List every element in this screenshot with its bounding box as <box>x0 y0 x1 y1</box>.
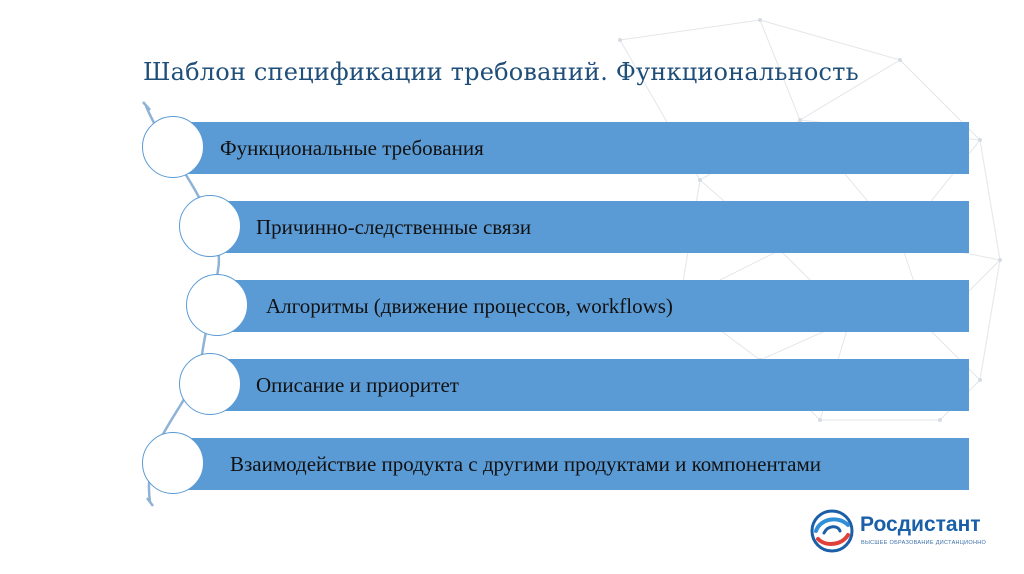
step-bar-2 <box>210 201 969 253</box>
step-circle-4 <box>179 353 241 415</box>
step-bar-3 <box>217 280 969 332</box>
step-label-5: Взаимодействие продукта с другими продуктами и компонентами <box>230 451 821 476</box>
step-bar-5 <box>172 438 969 490</box>
step-label-4: Описание и приоритет <box>256 372 459 397</box>
logo-tagline: ВЫСШЕЕ ОБРАЗОВАНИЕ ДИСТАНЦИОННО <box>861 540 987 546</box>
step-label-3: Алгоритмы (движение процессов, workflows) <box>266 293 673 318</box>
step-circle-2 <box>179 195 241 257</box>
step-circle-3 <box>186 274 248 336</box>
step-label-2: Причинно-следственные связи <box>256 214 532 239</box>
logo-name: Росдистант <box>860 513 981 536</box>
step-circle-1 <box>142 116 204 178</box>
step-bar-4 <box>210 359 969 411</box>
rosdistant-logo <box>808 505 998 561</box>
step-label-1: Функциональные требования <box>220 135 484 160</box>
step-bar-1 <box>172 122 969 174</box>
logo-swirl-icon <box>808 507 856 555</box>
step-circle-5 <box>142 432 204 494</box>
slide-title: Шаблон спецификации требований. Функциональность <box>143 58 859 86</box>
